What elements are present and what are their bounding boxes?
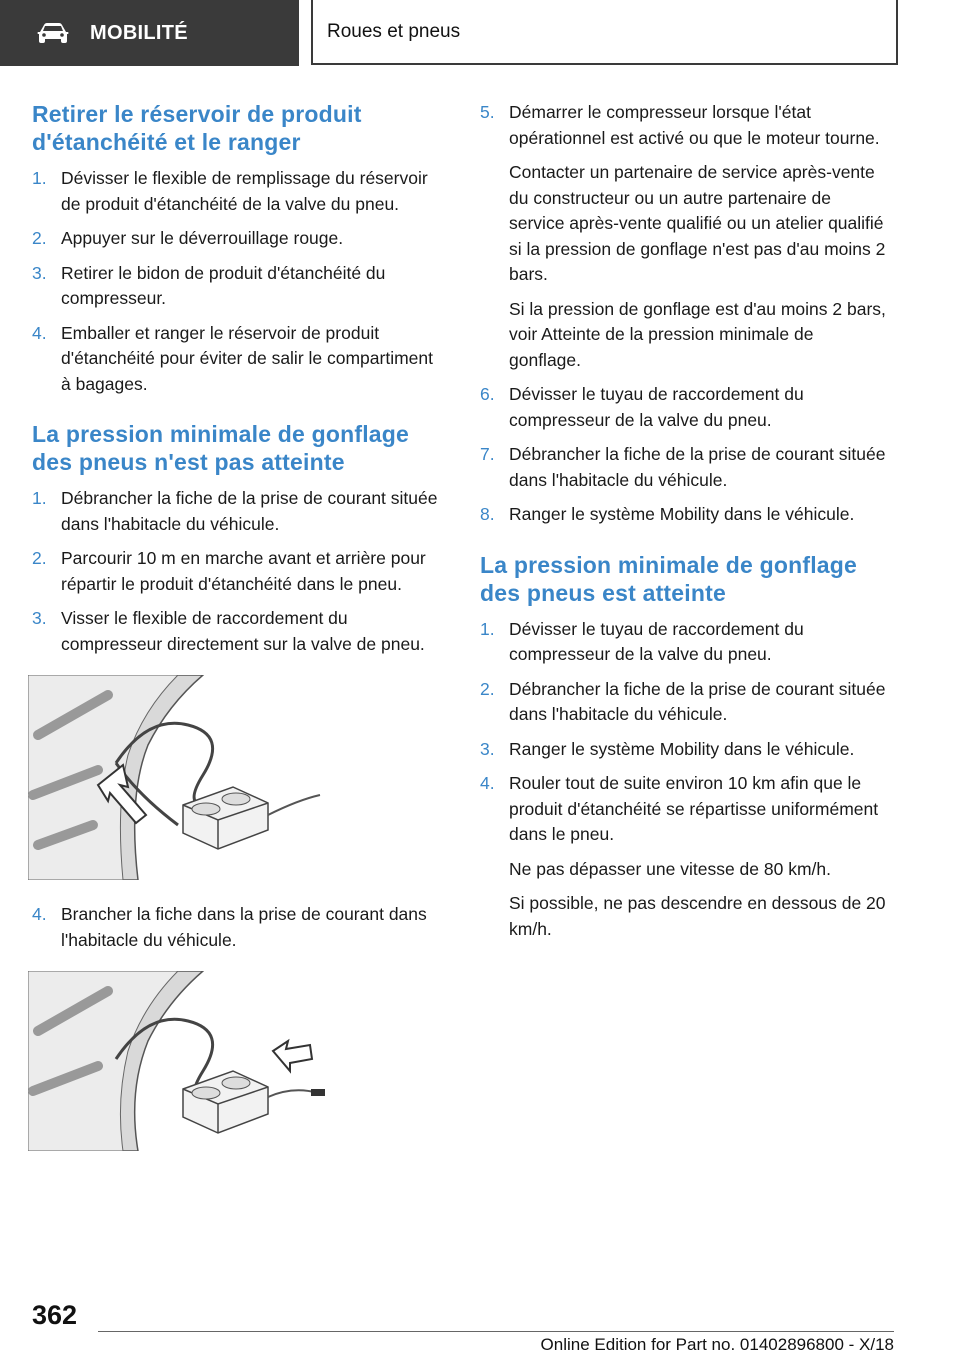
step-text: Dévisser le tuyau de raccordement du compresseur de la valve du pneu. — [509, 384, 804, 430]
list-item — [480, 382, 890, 433]
heading-retirer: Retirer le réservoir de produit d'étanchéité et le ranger — [32, 101, 362, 155]
step-text: Ranger le système Mobility dans le véhicule. — [509, 504, 855, 524]
step-text: Dévisser le tuyau de raccordement du compresseur de la valve du pneu. — [509, 618, 804, 664]
step-number: 2. — [480, 678, 495, 699]
list-item — [32, 226, 442, 252]
heading-pression-atteinte: La pression minimale de gonflage des pneus est atteinte — [480, 551, 858, 606]
steps-retirer — [32, 166, 442, 397]
step-number: 6. — [480, 384, 495, 404]
step-text: Parcourir 10 m en marche avant et arrière pour répartir le produit d'étanchéité dans le pneu. — [61, 548, 426, 594]
edition-note: Online Edition for Part no. 01402896800 - X/18 — [540, 1335, 894, 1354]
step-text: Démarrer le compresseur lorsque l'état opérationnel est activé ou que le moteur tourne. — [509, 102, 880, 148]
heading-pression-non-atteinte: La pression minimale de gonflage des pneus n'est pas atteinte — [32, 421, 410, 475]
list-item — [32, 261, 442, 312]
right-column — [480, 100, 890, 951]
left-column — [32, 100, 442, 1173]
list-item — [480, 771, 890, 942]
step-number: 3. — [32, 608, 47, 628]
footer-divider — [98, 1331, 894, 1332]
step-text: Brancher la fiche dans la prise de courant dans l'habitacle du véhicule. — [61, 904, 427, 950]
list-item — [480, 677, 890, 728]
step-text: Retirer le bidon de produit d'étanchéité du compresseur. — [61, 262, 386, 308]
illustration-plug-socket — [28, 971, 328, 1151]
section-tab — [0, 0, 299, 66]
step-number: 7. — [480, 444, 495, 464]
step-text: Dévisser le flexible de remplissage du réservoir de produit d'étanchéité de la valve du pneu. — [61, 168, 428, 214]
step-text: Débrancher la fiche de la prise de courant située dans l'habitacle du véhicule. — [61, 488, 438, 534]
step-number: 4. — [32, 322, 47, 343]
steps-pression-non-atteinte — [32, 486, 442, 657]
step-number: 3. — [32, 262, 47, 283]
step-text: Ranger le système Mobility dans le véhicule. — [509, 738, 855, 759]
steps-pression-non-atteinte-cont — [32, 902, 442, 953]
step-note: Si possible, ne pas descendre en dessous de 20 km/h. — [509, 893, 886, 939]
list-item — [32, 546, 442, 597]
list-item — [480, 442, 890, 493]
step-note: Ne pas dépasser une vitesse de 80 km/h. — [509, 858, 831, 879]
list-item — [480, 617, 890, 668]
step-number: 4. — [32, 904, 47, 924]
chapter-title: Roues et pneus — [327, 20, 461, 42]
list-item — [32, 321, 442, 398]
step-number: 3. — [480, 738, 495, 759]
step-text: Appuyer sur le déverrouillage rouge. — [61, 228, 344, 248]
chapter-tab — [311, 0, 898, 65]
step-number: 8. — [480, 504, 495, 524]
step-text: Débrancher la fiche de la prise de courant située dans l'habitacle du véhicule. — [509, 444, 886, 490]
car-icon — [36, 22, 70, 44]
step-text: Visser le flexible de raccordement du compresseur directement sur la valve de pneu. — [61, 608, 425, 654]
step-text: Débrancher la fiche de la prise de courant située dans l'habitacle du véhicule. — [509, 678, 886, 724]
step-note: Si la pression de gonflage est d'au moins 2 bars, voir Atteinte de la pression minimale de gonflage. — [509, 298, 886, 370]
step-number: 2. — [32, 548, 47, 568]
steps-pression-non-atteinte-suite — [480, 100, 890, 528]
step-number: 1. — [32, 168, 47, 188]
list-item — [32, 902, 442, 953]
list-item — [480, 100, 890, 373]
step-number: 1. — [32, 488, 47, 508]
step-number: 4. — [480, 773, 495, 793]
illustration-compressor-valve — [28, 675, 328, 880]
list-item — [32, 166, 442, 217]
section-title: MOBILITÉ — [90, 21, 188, 44]
list-item — [32, 606, 442, 657]
steps-pression-atteinte — [480, 617, 890, 943]
list-item — [480, 502, 890, 528]
step-number: 2. — [32, 228, 47, 248]
step-text: Emballer et ranger le réservoir de produit d'étanchéité pour éviter de salir le compartiment à bagages. — [61, 322, 434, 394]
list-item — [480, 737, 890, 763]
page-number: 362 — [32, 1300, 78, 1330]
step-note: Contacter un partenaire de service après-vente du constructeur ou un autre partenaire de service après-vente qualifié ou un atelier qualifié si la pression de gonflage n'est pas d'au moins 2 bars. — [509, 162, 886, 284]
step-number: 5. — [480, 102, 495, 122]
step-number: 1. — [480, 618, 495, 639]
step-text: Rouler tout de suite environ 10 km afin que le produit d'étanchéité se répartisse uniformément dans le pneu. — [509, 773, 879, 844]
list-item — [32, 486, 442, 537]
